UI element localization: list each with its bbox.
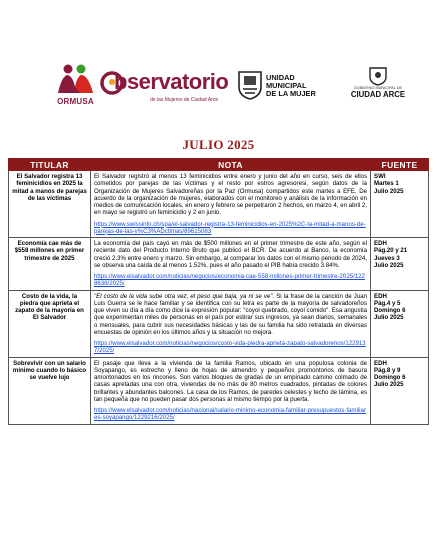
alcaldia-shield-icon: [236, 69, 264, 101]
ormusa-label: ORMUSA: [57, 97, 94, 106]
fuente-dia: Martes 1: [374, 180, 399, 188]
observatorio-word: bservatorio: [114, 69, 229, 94]
fuente-cell: [371, 238, 429, 291]
article-link[interactable]: https://www.elsalvador.com/noticias/negocios/economia-cae-558-millones-primer-trimestre-2025/1228638/2025/: [94, 273, 365, 288]
fuente-medio: EDH: [374, 240, 387, 247]
header-fuente: FUENTE: [371, 159, 429, 171]
gobierno-crest-icon: [367, 66, 389, 86]
fuente-fecha: Julio 2025: [374, 187, 404, 195]
fuente-dia: Domingo 6: [374, 307, 406, 314]
observatorio-logo: [106, 64, 236, 110]
unidad-line-1: UNIDAD: [266, 73, 295, 82]
article-link[interactable]: https://www.swissinfo.ch/spa/el-salvador-registra-13-feminicidios-en-2025%2C-la-mitad-a-manos-de-parejas-de-las-v%C3%ADctimas/89615083: [94, 220, 366, 235]
table-row: [9, 238, 429, 291]
header-nota: NOTA: [91, 159, 371, 171]
fuente-cell: [371, 357, 429, 424]
ormusa-logo: [48, 63, 103, 113]
header-titular: TITULAR: [9, 159, 91, 171]
fuente-fecha: Julio 2025: [374, 261, 404, 269]
titular-cell: Economía cae más de $558 millones en primer trimestre de 2025: [9, 238, 91, 291]
nota-cell: [91, 290, 371, 357]
alcaldia-emblem: [236, 69, 264, 101]
fuente-medio: EDH: [374, 292, 387, 300]
article-link[interactable]: https://www.elsalvador.com/noticias/negocios/costo-vida-piedra-aprieta-zapato-salvadorenos/1229137/2025/: [94, 340, 366, 355]
table-row: [9, 290, 429, 357]
fuente-medio: SWI: [374, 173, 386, 180]
nota-cell: [91, 357, 371, 424]
unidad-line-3: DE LA MUJER: [266, 89, 316, 98]
fuente-fecha: Julio 2025: [374, 314, 404, 322]
fuente-cell: [371, 171, 429, 238]
gobierno-big-label: CIUDAD ARCE: [350, 90, 406, 99]
fuente-pagina: Pág.8 y 9: [374, 366, 401, 374]
nota-cell: [91, 171, 371, 238]
fuente-medio: EDH: [374, 359, 387, 367]
article-link[interactable]: https://www.elsalvador.com/noticias/nacional/salario-minimo-economia-familiar-presupuestos-familiares-soyapango/1229216/2025/: [94, 407, 366, 422]
month-title: JULIO 2025: [182, 137, 255, 152]
fuente-fecha: Julio 2025: [374, 381, 404, 389]
fuente-pagina: Pág.20 y 21: [374, 247, 408, 255]
gobierno-municipal-logo: [332, 66, 424, 106]
unidad-municipal-logo: [266, 74, 330, 102]
table-row: [9, 171, 429, 238]
fuente-dia: Domingo 6: [374, 374, 406, 381]
ormusa-figure-icon: [48, 63, 103, 97]
nota-text: El Salvador registró al menos 13 feminicidios entre enero y junio del año en curso, seis de ellos cometidos por parejas de las víctimas y el resto por estros agresoresi, según datos de la Organización de Mujeres Salvadoreñas por la Paz (Ormusa) compartidos este martes a EFE. De acuerdo de la organización de mujeres, elaborados con el monitoreo y análisis de la información en medios de comunicación locales, en enero y febrero se perpetraron 2 hechos, en marzo 4, en abril 2, en mayo se registró un feminicidio y 2 en junio.: [94, 173, 367, 217]
observatorio-subtitle: de las Mujeres de Ciudad Arce: [150, 97, 219, 103]
nota-text: La economía del país cayó en más de $500 millones en el primer trimestre de este año, según el reciente dato del Producto Interno Bruto que publicó el BCR. De acuerdo al Banco, la economía creció 2.3% entre enero y marzo. Sin embargo, al comparar los datos con el mismo periodo de 2024, se observa una caída de al menos 1.52%, pues el año pasado el PIB había crecido 3.84%.: [94, 240, 367, 269]
fuente-pagina: Pág.4 y 5: [374, 299, 401, 307]
nota-quote: "El costo de la vida sube otra vez, el peso que baja, ya ni se ve".: [94, 292, 275, 300]
titular-cell: El Salvador registra 13 feminicidios en 2025 la mitad a manos de parejas de las víctimas: [9, 171, 91, 238]
gobierno-small-label: GOBIERNO MUNICIPAL DE: [353, 86, 403, 90]
table-row: [9, 357, 429, 424]
titular-cell: Sobrevivir con un salario mínimo cuando lo básico se vuelve lujo: [9, 357, 91, 424]
fuente-dia: Jueves 3: [374, 254, 400, 262]
nota-text: Si la frase de la canción de Juan Luis Guerra se le hace familiar y se identifica con su letra es parte de la mayoría de salvadoreños que viven su día a día como dice la expresión popular: "coyol quebrado, coyol comido". Esa angustia que experimentan miles de personas en el país por estirar sus ingresos, ya sean diarios, semanales o mensuales, para cubrir sus necesidades básicas y las de su familia ha sido retratada en diversas encuestas de opinión en los últimos años y la situación no mejora.: [94, 292, 367, 336]
nota-text: El pasaje que lleva a la vivienda de la familia Ramos, ubicado en una populosa colonia de Soyapango, es estrecho y lleno de hojas de almendro y pequeños promontorios de basura amontonados en los rincones. Son varios bloques de gradas de un empinado camino colmado de casas apretadas una con otra, viviendas de no más de 80 metros cuadrados, pintadas de colores brillantes y abundantes balcones. La casa de los Ramos, de paredes celestes y techo de lámina, es tan pequeña que no pueden pasar dos personas al mismo tiempo por la puerta.: [94, 359, 367, 403]
titular-cell: Costo de la vida, la piedra que aprieta el zapato de la mayoría en El Salvador: [9, 290, 91, 357]
news-table: [8, 158, 429, 425]
unidad-line-2: MUNICIPAL: [266, 81, 307, 90]
header-logos: [0, 0, 437, 120]
table-header-row: [9, 159, 429, 171]
nota-cell: [91, 238, 371, 291]
fuente-cell: [371, 290, 429, 357]
